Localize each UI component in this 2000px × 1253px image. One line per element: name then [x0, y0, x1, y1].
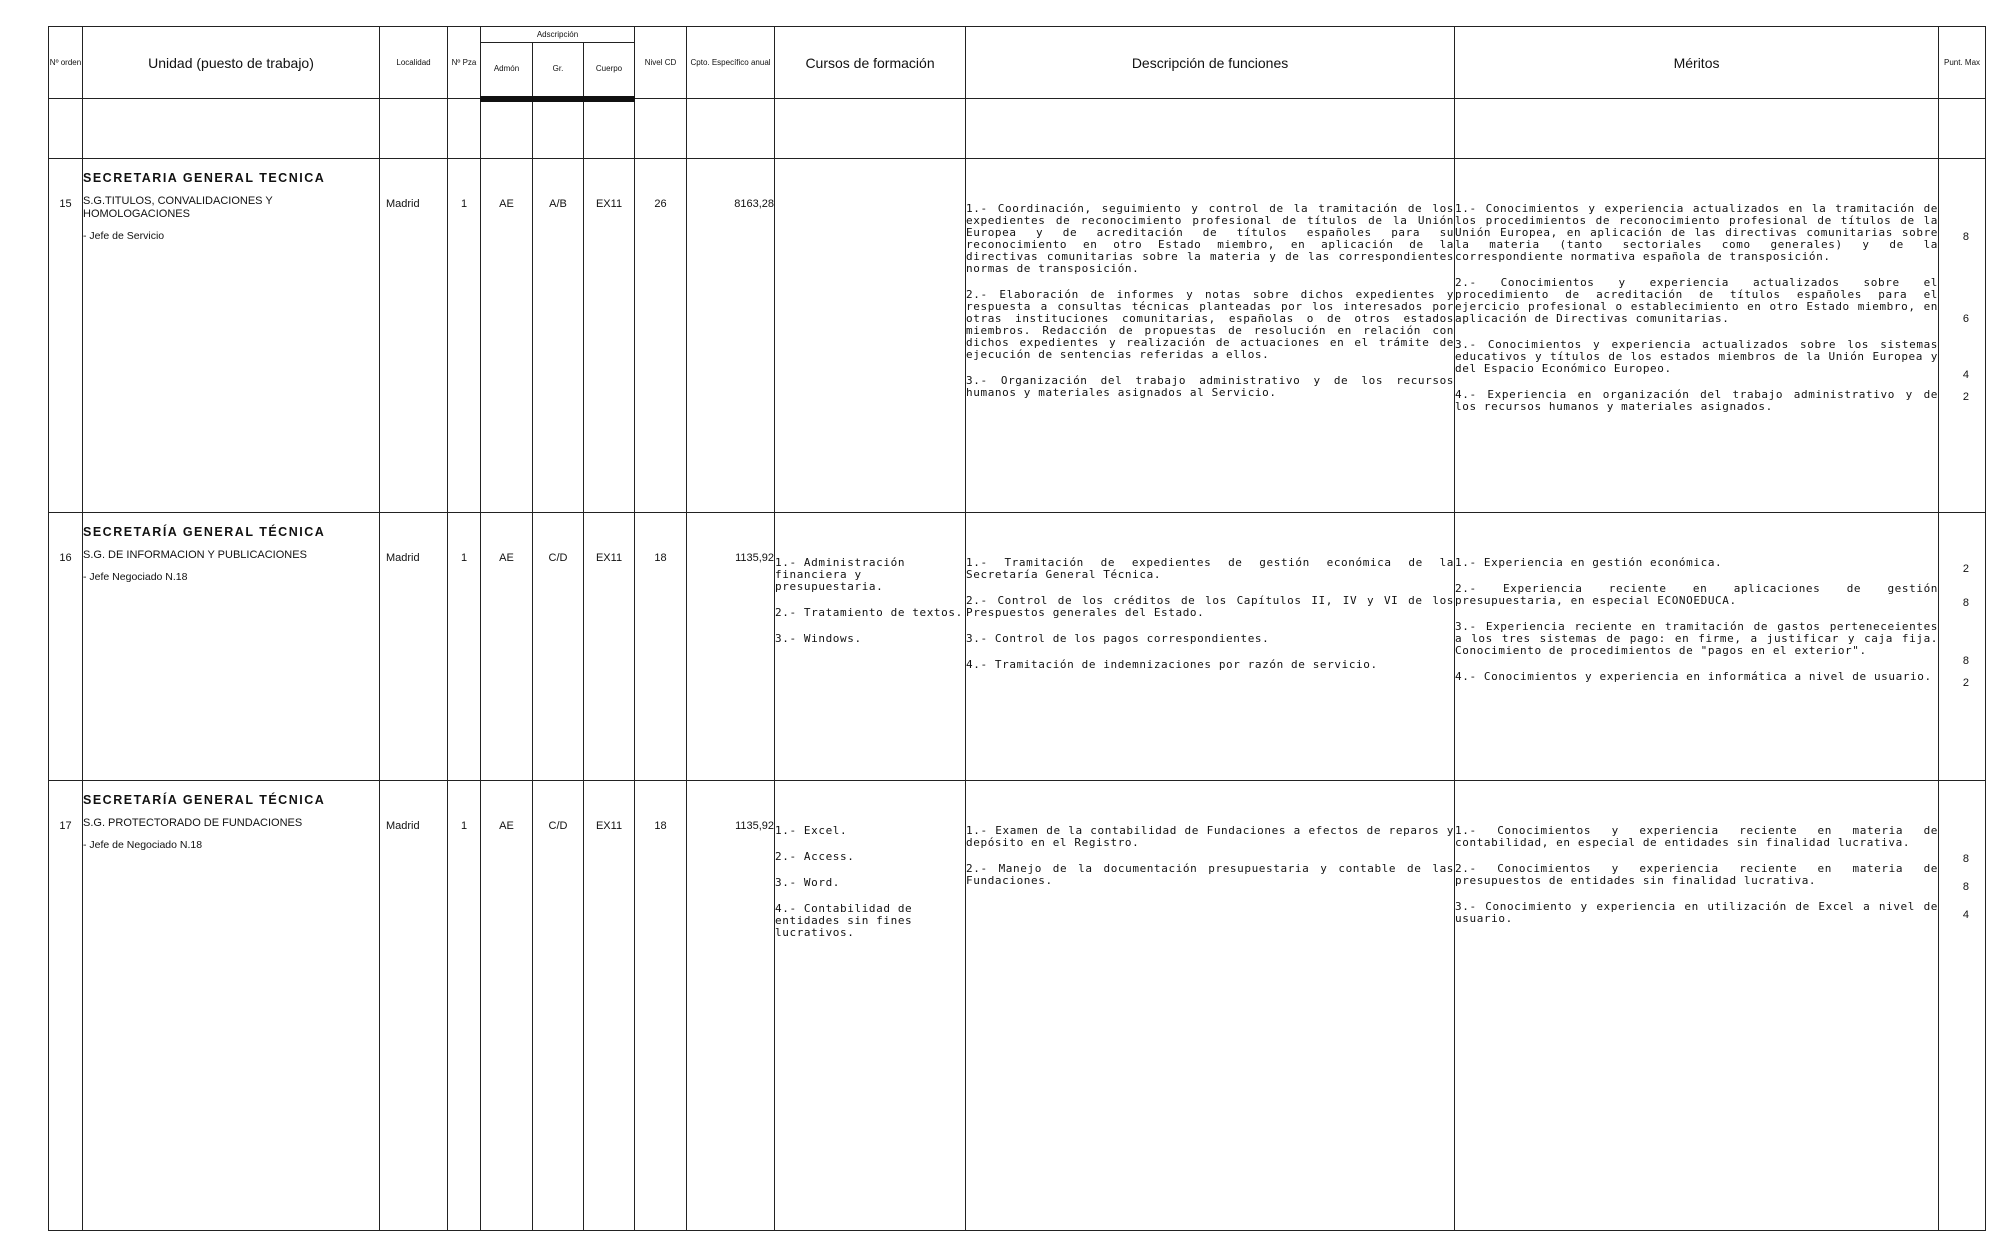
header-nivel-cd: Nivel CD — [635, 27, 687, 99]
puntos-value: 4 — [1962, 908, 1970, 921]
cursos-item: 1.- Excel. — [775, 823, 848, 837]
header-cursos: Cursos de formación — [775, 27, 966, 99]
job-table — [48, 26, 1986, 1231]
meritos-item: 4.- Experiencia en organización del trabajo administrativo y de los recursos humanos y materiales asignados. — [1455, 387, 1939, 413]
table-row — [49, 780, 1986, 1230]
header-cuerpo: Cuerpo — [584, 43, 635, 99]
meritos-item: 1.- Conocimientos y experiencia actualizados en la tramitación de los procedimientos de reconocimiento profesional de títulos de la Unión Europea, en aplicación de las directivas comunitarias sobre la materia (tanto sectoriales como generales) y de la correspondiente normativa española de transposición. — [1455, 201, 1939, 263]
puntos-value: 4 — [1962, 368, 1970, 381]
header-gr: Gr. — [533, 43, 584, 99]
admon-cell — [481, 512, 533, 780]
admon-cell — [481, 158, 533, 512]
header-num-orden: Nº orden — [49, 27, 83, 99]
puntos-value: 8 — [1962, 654, 1970, 667]
meritos-item: 4.- Conocimientos y experiencia en informática a nivel de usuario. — [1455, 669, 1932, 683]
funciones-item: 1.- Tramitación de expedientes de gestión económica de la Secretaría General Técnica. — [966, 555, 1455, 581]
seccion-title: SECRETARÍA GENERAL TÉCNICA — [83, 792, 326, 807]
job-listing-sheet — [48, 26, 1985, 1237]
meritos-cell — [1455, 780, 1939, 1230]
cursos-cell — [775, 512, 966, 780]
funciones-item: 4.- Tramitación de indemnizaciones por razón de servicio. — [966, 657, 1378, 671]
cursos-item: 2.- Tratamiento de textos. — [775, 605, 963, 619]
unidad-cell — [83, 512, 380, 780]
puntos-value: 8 — [1962, 852, 1970, 865]
subunidad-name: S.G.TITULOS, CONVALIDACIONES Y HOMOLOGACIONES — [83, 194, 273, 220]
header-meritos: Méritos — [1455, 27, 1939, 99]
funciones-cell — [966, 512, 1455, 780]
localidad-value: Madrid — [386, 551, 420, 564]
header-punt-max: Punt. Max — [1939, 27, 1986, 99]
cuerpo-cell — [584, 158, 635, 512]
pza-value: 1 — [460, 551, 468, 564]
cpto-cell — [687, 512, 775, 780]
admon-value: AE — [499, 819, 514, 832]
subunidad-name: S.G. PROTECTORADO DE FUNDACIONES — [83, 816, 303, 829]
admon-value: AE — [499, 197, 514, 210]
localidad-value: Madrid — [386, 819, 420, 832]
meritos-item: 2.- Experiencia reciente en aplicaciones de gestión presupuestaria, en especial ECONOEDUCA. — [1455, 581, 1939, 607]
pza-value: 1 — [460, 819, 468, 832]
cursos-item: 3.- Word. — [775, 875, 841, 889]
orden-cell — [49, 780, 83, 1230]
meritos-cell — [1455, 158, 1939, 512]
puntos-value: 8 — [1962, 230, 1970, 243]
header-unidad: Unidad (puesto de trabajo) — [83, 27, 380, 99]
cursos-item: 2.- Access. — [775, 849, 855, 863]
puntos-value: 6 — [1962, 312, 1970, 325]
meritos-item: 1.- Experiencia en gestión económica. — [1455, 555, 1723, 569]
admon-cell — [481, 780, 533, 1230]
pza-value: 1 — [460, 197, 468, 210]
meritos-item: 3.- Conocimientos y experiencia actualizados sobre los sistemas educativos y títulos de los estados miembros de la Unión Europea y del Espacio Económico Europeo. — [1455, 337, 1939, 375]
nivel-value: 26 — [654, 197, 667, 210]
cursos-item: 4.- Contabilidad de entidades sin fines lucrativos. — [775, 901, 913, 939]
puntos-value: 8 — [1962, 880, 1970, 893]
orden-value: 15 — [59, 197, 72, 210]
header-localidad: Localidad — [380, 27, 448, 99]
cursos-item: 3.- Windows. — [775, 631, 862, 645]
job-table-body — [49, 99, 1986, 1231]
puntos-value: 2 — [1962, 562, 1970, 575]
funciones-cell — [966, 158, 1455, 512]
gr-cell — [533, 158, 584, 512]
orden-cell — [49, 512, 83, 780]
pza-cell — [448, 158, 481, 512]
funciones-cell — [966, 780, 1455, 1230]
pza-cell — [448, 512, 481, 780]
funciones-item: 1.- Examen de la contabilidad de Fundaciones a efectos de reparos y depósito en el Registro. — [966, 823, 1455, 849]
spacer-row — [49, 99, 1986, 159]
cursos-cell — [775, 780, 966, 1230]
header-descripcion: Descripción de funciones — [966, 27, 1455, 99]
puntos-cell — [1939, 780, 1986, 1230]
meritos-item: 3.- Experiencia reciente en tramitación de gastos perteneceientes a los tres sistemas de pago: en firme, a justificar y caja fija. Conocimiento de procedimientos de "pagos en el exterior". — [1455, 619, 1939, 657]
cuerpo-cell — [584, 780, 635, 1230]
meritos-item: 3.- Conocimiento y experiencia en utilización de Excel a nivel de usuario. — [1455, 899, 1939, 925]
funciones-item: 1.- Coordinación, seguimiento y control de la tramitación de los expedientes de reconocimiento profesional de títulos de la Unión Europea y de acreditación de títulos españoles para su reconocimiento en otro Estado miembro, en aplicación de la directivas comunitarias sobre la materia y de las correspondientes normas de transposición. — [966, 201, 1455, 275]
gr-cell — [533, 512, 584, 780]
cuerpo-value: EX11 — [595, 197, 623, 210]
localidad-cell — [380, 780, 448, 1230]
unidad-cell — [83, 158, 380, 512]
subunidad-name: S.G. DE INFORMACION Y PUBLICACIONES — [83, 548, 307, 561]
admon-value: AE — [499, 551, 514, 564]
cursos-item: 1.- Administración financiera y presupuestaria. — [775, 555, 906, 593]
meritos-item: 1.- Conocimientos y experiencia reciente en materia de contabilidad, en especial de entidades sin finalidad lucrativa. — [1455, 823, 1939, 849]
gr-value: C/D — [548, 819, 568, 832]
puesto-name: - Jefe Negociado N.18 — [83, 570, 188, 583]
localidad-value: Madrid — [386, 197, 420, 210]
nivel-cell — [635, 158, 687, 512]
meritos-cell — [1455, 512, 1939, 780]
cpto-cell — [687, 780, 775, 1230]
header-cpto-especifico: Cpto. Específico anual — [687, 27, 775, 99]
nivel-cell — [635, 780, 687, 1230]
puntos-cell — [1939, 158, 1986, 512]
table-row — [49, 512, 1986, 780]
localidad-cell — [380, 512, 448, 780]
nivel-cell — [635, 512, 687, 780]
cuerpo-value: EX11 — [595, 819, 623, 832]
nivel-value: 18 — [654, 819, 667, 832]
funciones-item: 2.- Control de los créditos de los Capítulos II, IV y VI de los Prespuestos generales del Estado. — [966, 593, 1455, 619]
puesto-name: - Jefe de Servicio — [83, 229, 165, 242]
puesto-name: - Jefe de Negociado N.18 — [83, 838, 203, 851]
gr-value: A/B — [549, 197, 567, 210]
pza-cell — [448, 780, 481, 1230]
header-admon: Admón — [481, 43, 533, 99]
puntos-value: 2 — [1962, 676, 1970, 689]
header-num-pza: Nº Pza — [448, 27, 481, 99]
nivel-value: 18 — [654, 551, 667, 564]
meritos-item: 2.- Conocimientos y experiencia actualizados sobre el procedimiento de acreditación de títulos españoles para el ejercicio profesional o establecimiento en otro Estado miembro, en aplicación de Directivas comunitarias. — [1455, 275, 1939, 325]
gr-value: C/D — [548, 551, 568, 564]
meritos-item: 2.- Conocimientos y experiencia reciente en materia de presupuestos de entidades sin finalidad lucrativa. — [1455, 861, 1939, 887]
unidad-cell — [83, 780, 380, 1230]
table-row — [49, 158, 1986, 512]
puntos-cell — [1939, 512, 1986, 780]
cpto-value: 1135,92 — [735, 819, 775, 832]
cpto-value: 8163,28 — [734, 197, 775, 210]
cuerpo-cell — [584, 512, 635, 780]
funciones-item: 2.- Elaboración de informes y notas sobre dichos expedientes y respuesta a consultas técnicas planteadas por los interesados por otras instituciones comunitarias, españolas o de otros estados miembros. Redacción de propuestas de resolución en relación con dichos expedientes y realización de actuaciones en el trámite de ejecución de sentencias referidas a ellos. — [966, 287, 1455, 361]
header-adscripcion: Adscripción — [481, 27, 635, 43]
funciones-item: 2.- Manejo de la documentación presupuestaria y contable de las Fundaciones. — [966, 861, 1455, 887]
puntos-value: 2 — [1962, 390, 1970, 403]
seccion-title: SECRETARIA GENERAL TECNICA — [83, 170, 326, 185]
funciones-item: 3.- Control de los pagos correspondientes. — [966, 631, 1270, 645]
orden-value: 16 — [59, 551, 72, 564]
cursos-cell — [775, 158, 966, 512]
puntos-value: 8 — [1962, 596, 1970, 609]
cpto-cell — [687, 158, 775, 512]
localidad-cell — [380, 158, 448, 512]
cuerpo-value: EX11 — [595, 551, 623, 564]
gr-cell — [533, 780, 584, 1230]
funciones-item: 3.- Organización del trabajo administrativo y de los recursos humanos y materiales asignados al Servicio. — [966, 373, 1455, 399]
orden-cell — [49, 158, 83, 512]
seccion-title: SECRETARÍA GENERAL TÉCNICA — [83, 524, 326, 539]
cpto-value: 1135,92 — [735, 551, 775, 564]
orden-value: 17 — [59, 819, 72, 832]
